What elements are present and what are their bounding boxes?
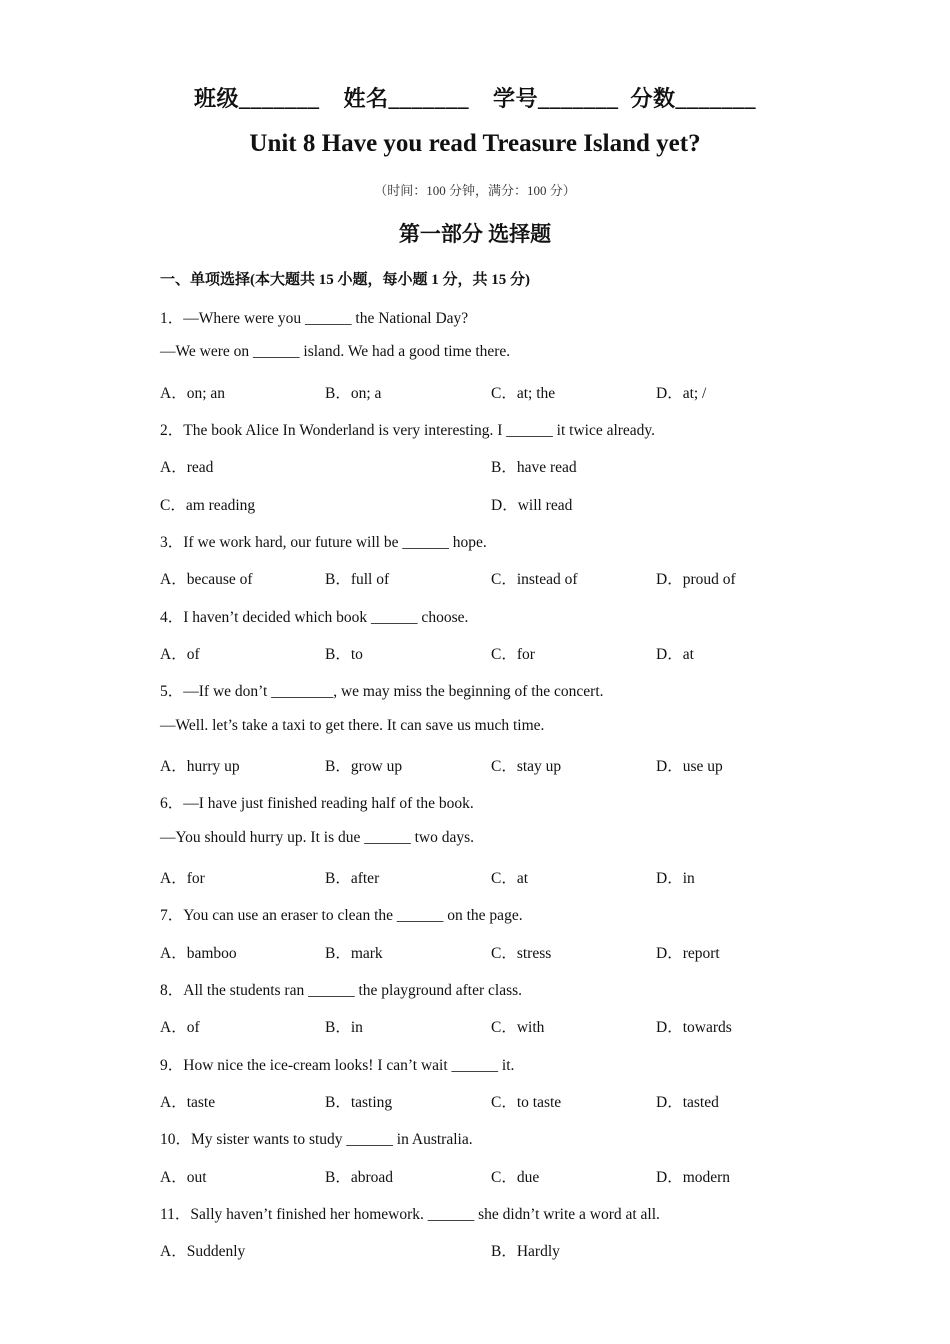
question-10-option-a: A．out <box>160 1169 207 1186</box>
question-6-option-c: C．at <box>491 870 529 887</box>
question-2-option-d: D．will read <box>491 497 573 514</box>
question-2-option-c: C．am reading <box>160 497 256 514</box>
section-heading-single-choice: 一、单项选择(本大题共 15 小题，每小题 1 分，共 15 分) <box>160 272 530 288</box>
question-4-option-a: A．of <box>160 646 200 663</box>
question-4-option-c: C．for <box>491 646 535 663</box>
question-11-option-a: A．Suddenly <box>160 1243 246 1260</box>
question-8-option-a: A．of <box>160 1019 200 1036</box>
question-9-option-d: D．tasted <box>656 1094 719 1111</box>
question-1-stem: 1．—Where were you ______ the National Day? <box>160 310 469 327</box>
question-9-option-b: B．tasting <box>325 1094 393 1111</box>
question-2-option-b: B．have read <box>491 459 577 476</box>
question-6-option-d: D．in <box>656 870 695 887</box>
question-8-option-c: C．with <box>491 1019 545 1036</box>
question-1-option-d: D．at; / <box>656 385 707 402</box>
question-7-option-a: A．bamboo <box>160 945 237 962</box>
question-10-option-b: B．abroad <box>325 1169 394 1186</box>
question-5-option-b: B．grow up <box>325 758 403 775</box>
question-4-stem: 4．I haven’t decided which book ______ choose. <box>160 609 469 626</box>
question-1-option-b: B．on; a <box>325 385 382 402</box>
question-8-option-d: D．towards <box>656 1019 732 1036</box>
question-5-option-d: D．use up <box>656 758 723 775</box>
student-info-line: 班级_______ 姓名_______ 学号_______ 分数_______ <box>193 86 756 111</box>
question-1-reply: —We were on ______ island. We had a good time there. <box>160 343 511 360</box>
question-3-option-c: C．instead of <box>491 571 578 588</box>
question-5-option-c: C．stay up <box>491 758 562 775</box>
question-1-option-c: C．at; the <box>491 385 556 402</box>
exam-time-score: （时间：100 分钟，满分：100 分） <box>374 183 576 198</box>
question-11-stem: 11．Sally haven’t finished her homework. ______ she didn’t write a word at all. <box>160 1206 660 1223</box>
question-5-option-a: A．hurry up <box>160 758 240 775</box>
question-7-option-b: B．mark <box>325 945 383 962</box>
question-4-option-d: D．at <box>656 646 694 663</box>
part-one-title: 第一部分 选择题 <box>398 222 552 246</box>
question-5-reply: —Well. let’s take a taxi to get there. It can save us much time. <box>160 717 545 734</box>
question-5-stem: 5．—If we don’t ________, we may miss the beginning of the concert. <box>160 683 604 700</box>
question-1-option-a: A．on; an <box>160 385 226 402</box>
question-4-option-b: B．to <box>325 646 363 663</box>
question-9-option-a: A．taste <box>160 1094 216 1111</box>
question-3-option-d: D．proud of <box>656 571 736 588</box>
question-6-reply: —You should hurry up. It is due ______ two days. <box>160 829 475 846</box>
question-10-option-d: D．modern <box>656 1169 731 1186</box>
question-8-option-b: B．in <box>325 1019 363 1036</box>
question-7-stem: 7．You can use an eraser to clean the ______ on the page. <box>160 907 523 924</box>
question-3-option-a: A．because of <box>160 571 253 588</box>
question-3-stem: 3．If we work hard, our future will be ______ hope. <box>160 534 487 551</box>
question-10-stem: 10．My sister wants to study ______ in Australia. <box>160 1131 473 1148</box>
question-7-option-c: C．stress <box>491 945 552 962</box>
question-2-stem: 2．The book Alice In Wonderland is very interesting. I ______ it twice already. <box>160 422 656 439</box>
question-3-option-b: B．full of <box>325 571 390 588</box>
question-8-stem: 8．All the students ran ______ the playground after class. <box>160 982 523 999</box>
question-9-option-c: C．to taste <box>491 1094 562 1111</box>
question-11-option-b: B．Hardly <box>491 1243 560 1260</box>
question-10-option-c: C．due <box>491 1169 540 1186</box>
question-6-option-a: A．for <box>160 870 205 887</box>
question-9-stem: 9．How nice the ice-cream looks! I can’t wait ______ it. <box>160 1057 515 1074</box>
question-6-option-b: B．after <box>325 870 380 887</box>
unit-title: Unit 8 Have you read Treasure Island yet? <box>249 130 701 157</box>
question-7-option-d: D．report <box>656 945 720 962</box>
question-6-stem: 6．—I have just finished reading half of the book. <box>160 795 474 812</box>
question-2-option-a: A．read <box>160 459 214 476</box>
